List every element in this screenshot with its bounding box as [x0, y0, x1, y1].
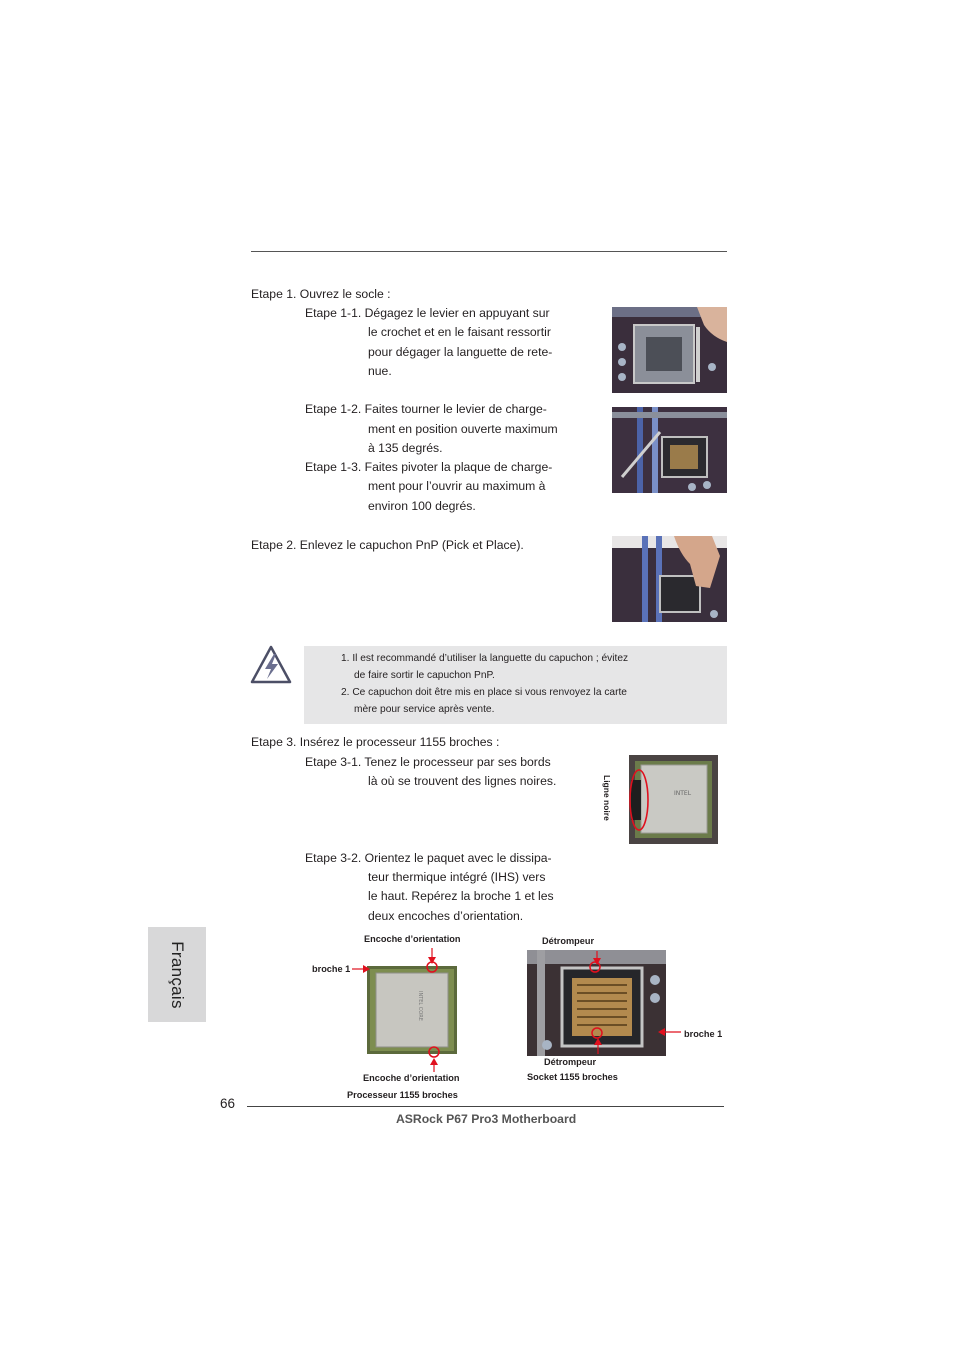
- socket-lever-photo: [612, 307, 727, 393]
- ligne-noire-label: Ligne noire: [602, 775, 612, 821]
- top-rule: [251, 251, 727, 252]
- page-number: 66: [220, 1096, 236, 1111]
- broche-right-arrow-icon: [656, 1026, 682, 1038]
- step3-2-line: teur thermique intégré (IHS) vers: [368, 870, 546, 884]
- svg-text:INTEL CORE: INTEL CORE: [417, 991, 423, 1021]
- note-item-2: 2. Ce capuchon doit être mis en place si vous renvoyez la carte: [341, 687, 627, 698]
- detrompeur-top-label: Détrompeur: [542, 936, 595, 946]
- step3-1-line: là où se trouvent des lignes noires.: [368, 774, 557, 788]
- step1-1-line: Etape 1-1. Dégagez le levier en appuyant sur: [305, 306, 550, 320]
- step1-2-line: à 135 degrés.: [368, 441, 443, 455]
- footer-product: ASRock P67 Pro3 Motherboard: [396, 1112, 577, 1126]
- encoche-top-arrow-icon: [423, 946, 441, 974]
- warning-icon: [250, 645, 292, 685]
- processor-photo: [629, 755, 718, 844]
- processor-caption: Processeur 1155 broches: [347, 1090, 458, 1100]
- language-label: Français: [168, 940, 187, 1009]
- encoche-bottom-label: Encoche d’orientation: [363, 1073, 460, 1083]
- step2-title: Etape 2. Enlevez le capuchon PnP (Pick et Place).: [251, 538, 524, 552]
- note-item-1: de faire sortir le capuchon PnP.: [354, 670, 495, 681]
- step3-2-line: le haut. Repérez la broche 1 et les: [368, 889, 554, 903]
- language-tab: [148, 927, 206, 1022]
- encoche-top-label: Encoche d’orientation: [364, 934, 461, 944]
- step1-1-line: pour dégager la languette de rete-: [368, 345, 553, 359]
- step3-title: Etape 3. Insérez le processeur 1155 broches :: [251, 735, 500, 749]
- broche-left-arrow-icon: [350, 962, 372, 976]
- socket-caption: Socket 1155 broches: [527, 1072, 618, 1082]
- step1-1-line: nue.: [368, 364, 392, 378]
- svg-text:INTEL: INTEL: [674, 790, 692, 797]
- step1-3-line: environ 100 degrés.: [368, 499, 476, 513]
- detrompeur-top-arrow-icon: [590, 951, 604, 967]
- step1-3-line: ment pour l’ouvrir au maximum à: [368, 479, 546, 493]
- step1-3-line: Etape 1-3. Faites pivoter la plaque de charge-: [305, 460, 553, 474]
- note-item-1: 1. Il est recommandé d’utiliser la languette du capuchon ; évitez: [341, 653, 629, 664]
- note-item-2: mère pour service après vente.: [354, 704, 495, 715]
- step3-2-line: deux encoches d’orientation.: [368, 909, 524, 923]
- step3-1-line: Etape 3-1. Tenez le processeur par ses bords: [305, 755, 551, 769]
- step3-2-line: Etape 3-2. Orientez le paquet avec le dissipa-: [305, 851, 552, 865]
- encoche-bottom-arrow-icon: [425, 1045, 443, 1073]
- detrompeur-bottom-arrow-icon: [591, 1036, 605, 1054]
- footer-rule: [247, 1106, 724, 1107]
- socket-open-photo: [612, 407, 727, 493]
- step1-1-line: le crochet et en le faisant ressortir: [368, 325, 551, 339]
- step1-title: Etape 1. Ouvrez le socle :: [251, 287, 391, 301]
- broche-right-label: broche 1: [684, 1029, 723, 1039]
- detrompeur-bottom-label: Détrompeur: [544, 1057, 597, 1067]
- broche-left-label: broche 1: [312, 964, 351, 974]
- step1-2-line: ment en position ouverte maximum: [368, 422, 558, 436]
- processor-top-photo: [367, 966, 457, 1054]
- pnp-cap-photo: [612, 536, 727, 622]
- step1-2-line: Etape 1-2. Faites tourner le levier de charge-: [305, 402, 547, 416]
